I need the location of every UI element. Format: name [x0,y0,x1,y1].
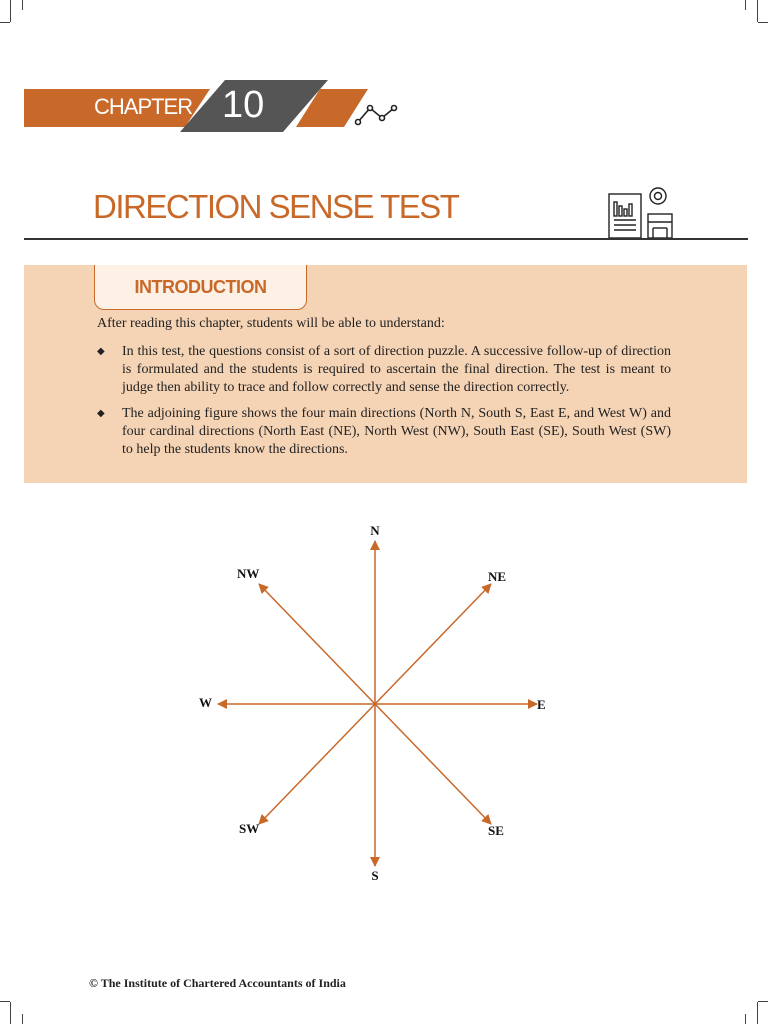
label-se: SE [488,823,504,838]
label-s: S [371,868,379,883]
chapter-number: 10 [222,84,265,126]
page-title: DIRECTION SENSE TEST [93,188,459,225]
label-sw: SW [239,821,260,836]
southwest-arrow [259,704,375,824]
bullet-diamond-icon: ◆ [97,408,105,419]
northwest-arrow [259,584,375,704]
chapter-label: CHAPTER [94,94,193,119]
label-n: N [370,523,380,538]
introduction-heading: INTRODUCTION [94,265,307,310]
bullet-text: The adjoining figure shows the four main directions (North N, South S, East E, and West W) and four cardinal directions (North East (NE), North West (NW), South East (SE), South West (SW) to help the students know the directions. [122,406,671,457]
footer-copyright: © The Institute of Chartered Accountants of India [89,976,346,990]
bullet-diamond-icon: ◆ [97,346,105,357]
southeast-arrow [375,704,491,824]
label-ne: NE [488,569,507,584]
label-w: W [199,695,212,710]
label-e: E [537,697,546,712]
introduction-lead: After reading this chapter, students will be able to understand: [97,316,445,331]
bullet-text: In this test, the questions consist of a sort of direction puzzle. A successive follow-up of direction is formulated and the students is required to ascertain the final direction. The test is meant to judge then ability to trace and follow correctly and sense the direction correctly. [122,344,671,395]
northeast-arrow [375,584,491,704]
label-nw: NW [237,566,260,581]
